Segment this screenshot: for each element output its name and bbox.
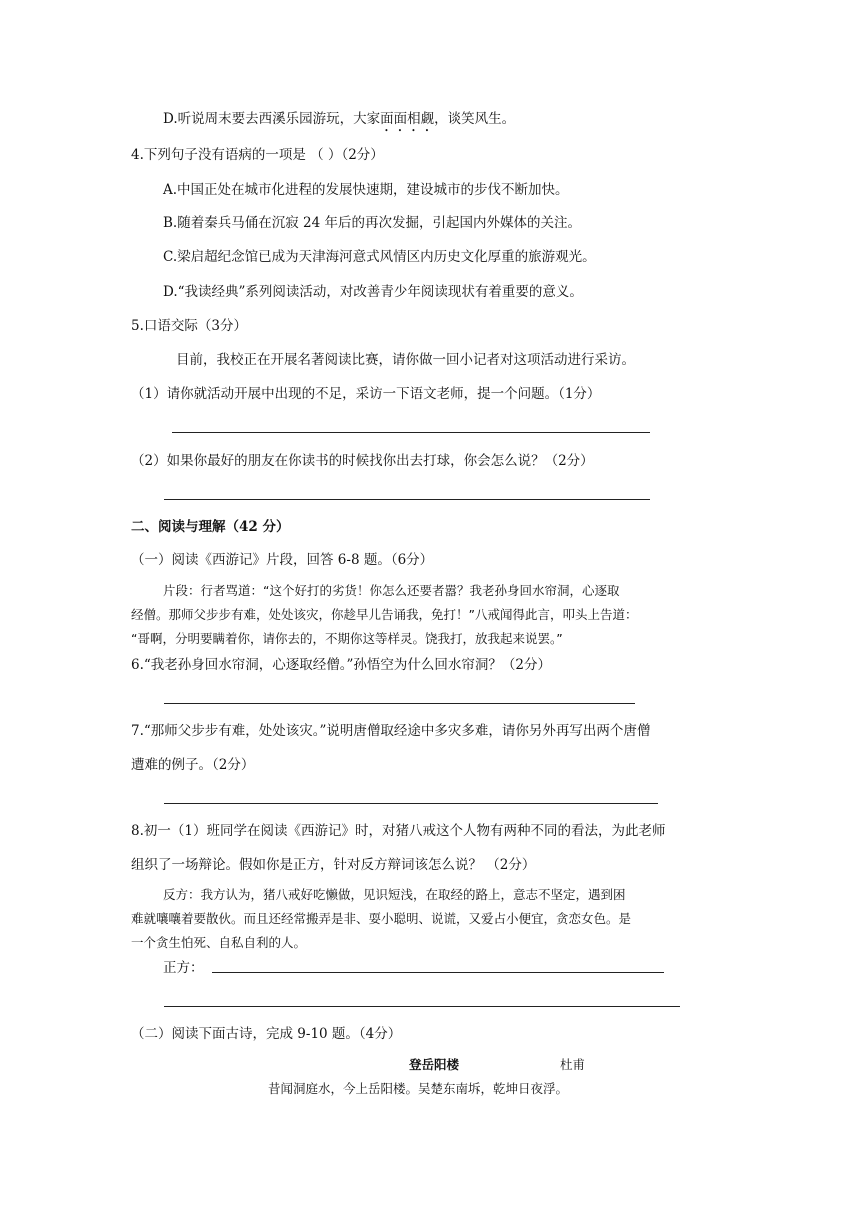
q6: 6.“我老孙身回水帘洞，心逐取经僧。”孙悟空为什么回水帘洞？（2分）	[131, 657, 552, 673]
q5-sub1-answer-line[interactable]	[172, 432, 650, 433]
q7-answer-line[interactable]	[164, 803, 658, 804]
q8-line-2: 组织了一场辩论。假如你是正方，针对反方辩词该怎么说？ （2分）	[131, 857, 536, 873]
excerpt-line-3: “哥啊，分明要瞒着你，请你去的，不期你这等样灵。饶我打，放我起来说罢。”	[131, 631, 563, 646]
q4-option-a: A.中国正处在城市化进程的发展快速期，建设城市的步伐不断加快。	[163, 182, 569, 198]
q8-opposition-line-3: 一个贪生怕死、自私自利的人。	[131, 935, 307, 950]
q5-sub2: （2）如果你最好的朋友在你读书的时候找你出去打球，你会怎么说？（2分）	[131, 453, 594, 469]
q5-sub1: （1）请你就活动开展中出现的不足，采访一下语文老师，提一个问题。（1分）	[131, 386, 601, 402]
q5-sub2-answer-line[interactable]	[164, 499, 650, 500]
q8-answer-line-2[interactable]	[164, 1006, 680, 1007]
q8-answer-line-1[interactable]	[212, 972, 664, 973]
poem-author: 杜甫	[560, 1057, 586, 1072]
section2-heading: 二、阅读与理解（42 分）	[131, 519, 290, 535]
q3-option-d-suffix: ，谈笑风生。	[434, 111, 516, 127]
q8-opposition-line-1: 反方：我方认为，猪八戒好吃懒做，见识短浅，在取经的路上，意志不坚定，遇到困	[163, 887, 626, 902]
q4-option-c: C.梁启超纪念馆已成为天津海河意式风情区内历史文化厚重的旅游观光。	[163, 249, 596, 265]
q6-answer-line[interactable]	[164, 703, 635, 704]
q3-option-d	[163, 110, 515, 135]
q8-answer-label: 正方：	[163, 960, 204, 976]
q5-intro: 目前，我校正在开展名著阅读比赛，请你做一回小记者对这项活动进行采访。	[176, 352, 635, 368]
q7-line-1: 7.“那师父步步有难，处处该灾。”说明唐僧取经途中多灾多难，请你另外再写出两个唐僧	[131, 723, 651, 739]
section2-part2-title: （二）阅读下面古诗，完成 9-10 题。（4分）	[131, 1026, 402, 1042]
poem-title: 登岳阳楼	[409, 1057, 460, 1072]
q7-line-2: 遭难的例子。（2分）	[131, 757, 255, 773]
q4-option-b: B.随着秦兵马俑在沉寂 24 年后的再次发掘，引起国内外媒体的关注。	[163, 215, 581, 231]
poem-line-1: 昔闻洞庭水，今上岳阳楼。吴楚东南坼，乾坤日夜浮。	[268, 1081, 569, 1096]
q4-option-d: D.“我读经典”系列阅读活动，对改善青少年阅读现状有着重要的意义。	[163, 284, 583, 300]
q5-title: 5.口语交际（3分）	[131, 318, 247, 334]
q3-option-d-emphasized: 面面相觑	[380, 111, 435, 127]
q8-opposition-line-2: 难就嚷嚷着要散伙。而且还经常搬弄是非、耍小聪明、说谎，又爱占小便宜，贪恋女色。是	[131, 911, 632, 926]
q4-stem: 4.下列句子没有语病的一项是 （ ）（2分）	[131, 147, 384, 163]
section2-part1-title: （一）阅读《西游记》片段，回答 6-8 题。（6分）	[131, 552, 434, 568]
q3-option-d-prefix: D.听说周末要去西溪乐园游玩，大家	[163, 111, 381, 127]
excerpt-line-1: 片段：行者骂道：“这个好打的劣货！你怎么还要者嚣？我老孙身回水帘洞，心逐取	[163, 583, 620, 598]
excerpt-line-2: 经僧。那师父步步有难，处处该灾，你趁早儿告诵我，免打！”八戒闻得此言，叩头上告道：	[131, 607, 638, 622]
q8-line-1: 8.初一（1）班同学在阅读《西游记》时，对猪八戒这个人物有两种不同的看法，为此老师	[131, 823, 666, 839]
